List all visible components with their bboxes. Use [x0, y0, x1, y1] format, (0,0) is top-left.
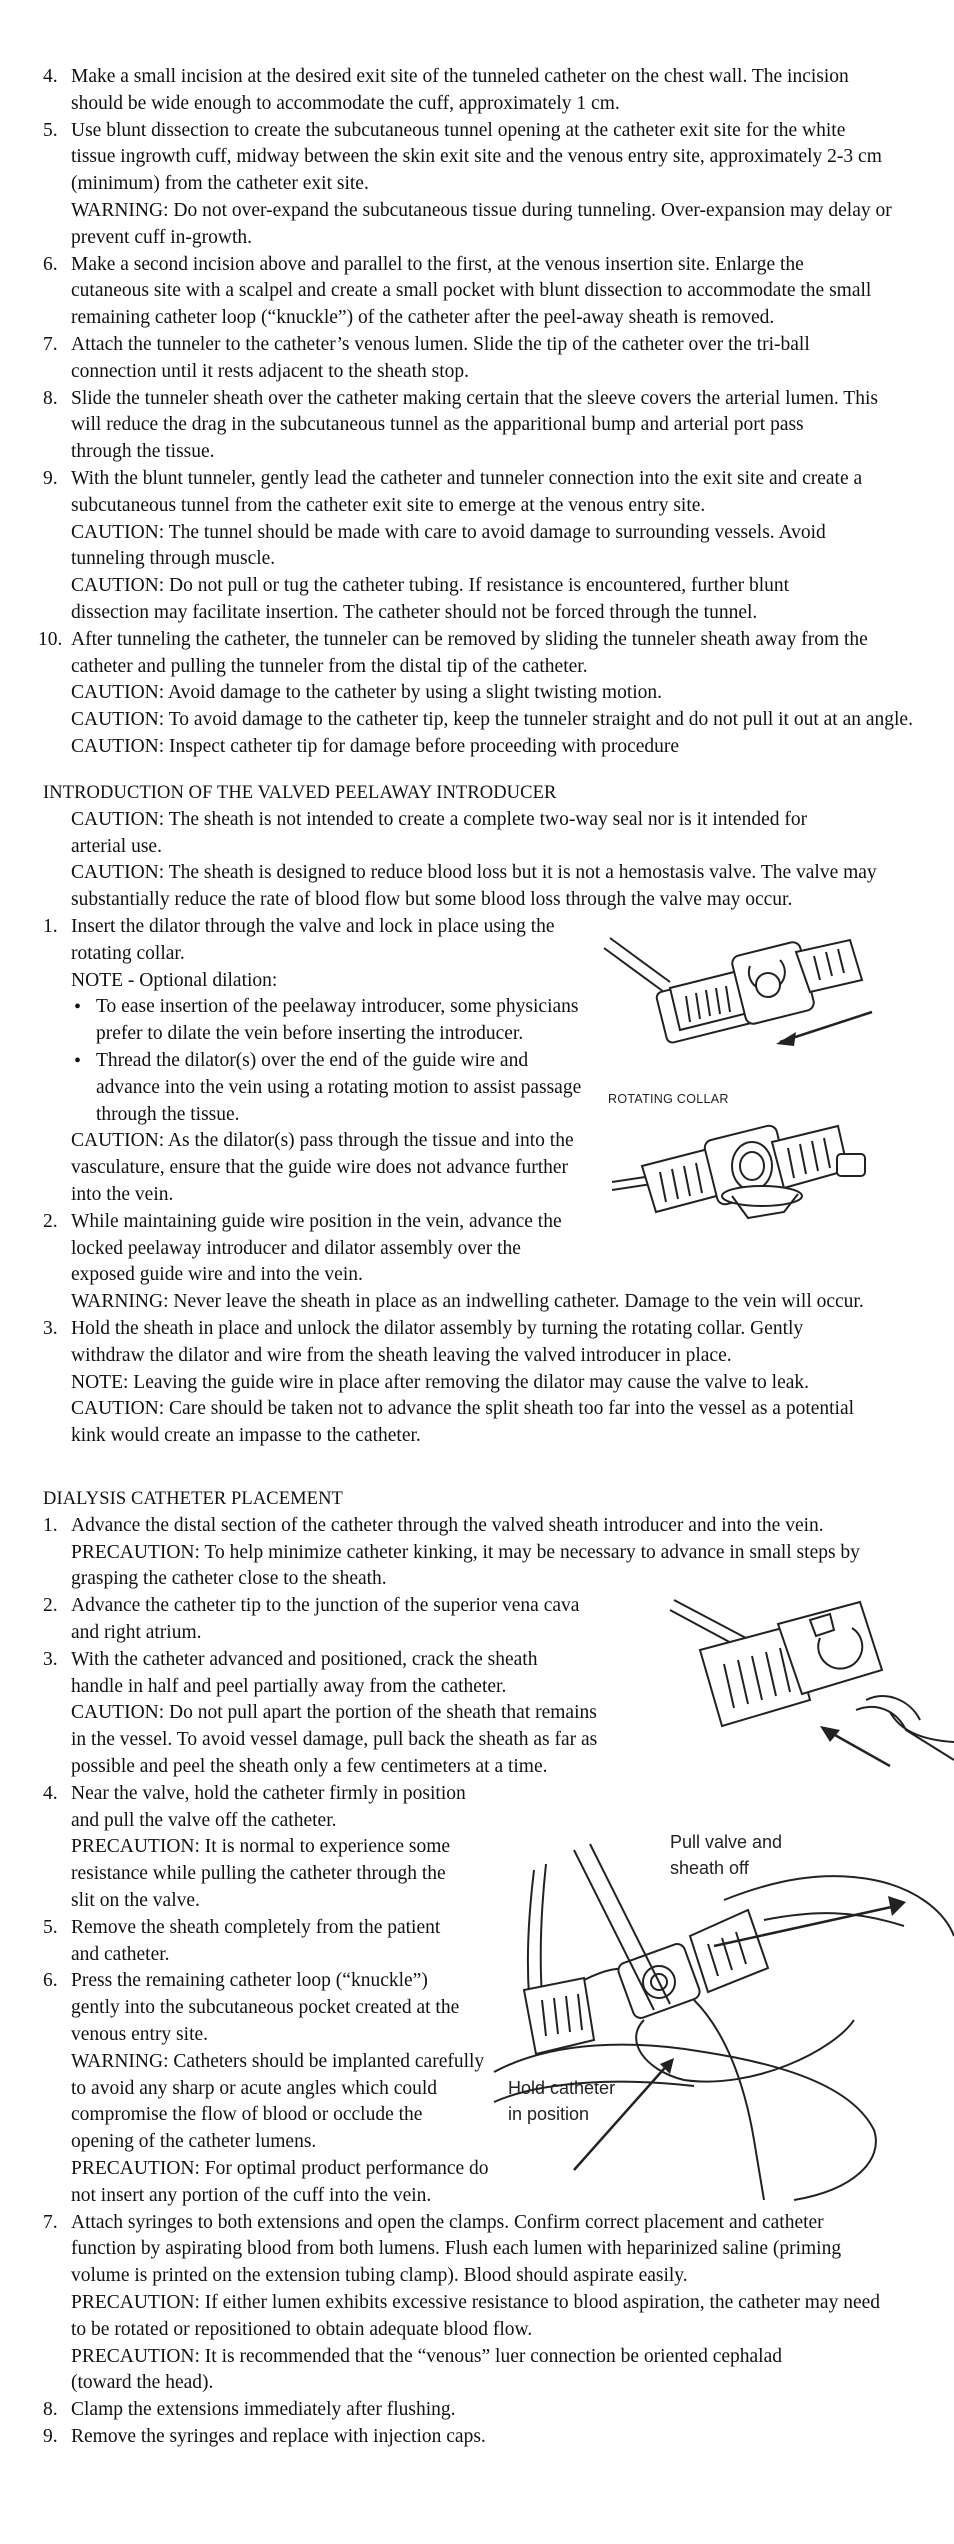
placement-step-line: PRECAUTION: It is normal to experience some — [71, 1836, 451, 1858]
placement-step-line: possible and peel the sheath only a few centimeters at a time. — [71, 1756, 548, 1777]
introducer-step-number: 3. — [43, 1318, 58, 1339]
placement-step-line: Attach syringes to both extensions and open the clamps. Confirm correct placement and catheter — [71, 2211, 824, 2233]
tunneling-step-number: 4. — [43, 66, 58, 87]
tunneling-step-line: subcutaneous tunnel from the catheter exit site to emerge at the venous entry site. — [71, 494, 706, 516]
pull-valve-label-2: sheath off — [670, 1858, 749, 1878]
tunneling-step-line: Make a small incision at the desired exit site of the tunneled catheter on the chest wall. The incision — [71, 66, 849, 87]
tunneling-step-line: tissue ingrowth cuff, midway between the skin exit site and the venous entry site, approximately 2-3 cm — [71, 146, 882, 168]
introducer-step-line: WARNING: Never leave the sheath in place as an indwelling catheter. Damage to the vein will occur. — [71, 1291, 864, 1313]
tunneling-step-line: CAUTION: The tunnel should be made with care to avoid damage to surrounding vessels. Avoid — [71, 521, 826, 543]
tunneling-step-line: (minimum) from the catheter exit site. — [71, 173, 369, 195]
placement-step-line: opening of the catheter lumens. — [71, 2131, 317, 2153]
tunneling-step-line: remaining catheter loop (“knuckle”) of the catheter after the peel-away sheath is removed. — [71, 307, 775, 329]
pull-valve-label-1: Pull valve and — [670, 1832, 783, 1852]
placement-step-number: 3. — [43, 1648, 58, 1670]
placement-step-line: and pull the valve off the catheter. — [71, 1809, 337, 1831]
placement-step-line: and catheter. — [71, 1943, 170, 1965]
placement-step-line: Remove the syringes and replace with injection caps. — [71, 2426, 486, 2447]
introducer-step-line: withdraw the dilator and wire from the sheath leaving the valved introducer in place. — [71, 1344, 732, 1366]
bullet-line: Thread the dilator(s) over the end of the guide wire and — [96, 1050, 529, 1071]
introducer-heading: INTRODUCTION OF THE VALVED PEELAWAY INTRODUCER — [43, 783, 557, 803]
placement-step-line: not insert any portion of the cuff into the vein. — [71, 2184, 432, 2206]
bullet-marker: • — [74, 1050, 82, 1072]
placement-heading: DIALYSIS CATHETER PLACEMENT — [43, 1489, 343, 1509]
placement-step-line: Remove the sheath completely from the patient — [71, 1916, 441, 1938]
tunneling-step-number: 10. — [38, 628, 63, 650]
introducer-step-line: kink would create an impasse to the catheter. — [71, 1425, 421, 1447]
tunneling-step-number: 5. — [43, 119, 58, 141]
tunneling-step-line: With the blunt tunneler, gently lead the catheter and tunneler connection into the exit site and create a — [71, 468, 863, 489]
tunneling-step-line: connection until it rests adjacent to the sheath stop. — [71, 360, 470, 382]
introducer-caution-line: vasculature, ensure that the guide wire does not advance further — [71, 1157, 569, 1179]
pull-valve-figure — [494, 1840, 954, 2200]
introducer-caution-line: CAUTION: The sheath is not intended to create a complete two-way seal nor is it intended for — [71, 808, 808, 830]
placement-step-line: in the vessel. To avoid vessel damage, pull back the sheath as far as — [71, 1729, 598, 1751]
placement-step-line: function by aspirating blood from both lumens. Flush each lumen with heparinized saline (priming — [71, 2238, 842, 2260]
placement-step-line: slit on the valve. — [71, 1890, 200, 1911]
tunneling-step-line: CAUTION: To avoid damage to the catheter tip, keep the tunneler straight and do not pull it out at an angle. — [71, 709, 913, 731]
placement-step-line: Near the valve, hold the catheter firmly in position — [71, 1782, 466, 1804]
introducer-step-line: Insert the dilator through the valve and lock in place using the — [71, 916, 555, 937]
placement-step-line: CAUTION: Do not pull apart the portion of the sheath that remains — [71, 1702, 597, 1724]
tunneling-step-number: 9. — [43, 468, 58, 489]
placement-step-line: Advance the catheter tip to the junction of the superior vena cava — [71, 1595, 580, 1617]
introducer-step-line: rotating collar. — [71, 942, 185, 964]
bullet-marker: • — [74, 996, 82, 1019]
introducer-caution-line: CAUTION: As the dilator(s) pass through the tissue and into the — [71, 1130, 574, 1152]
hold-catheter-label-1: Hold catheter — [508, 2078, 616, 2098]
introducer-step-number: 2. — [43, 1210, 58, 1232]
tunneling-step-line: Make a second incision above and parallel to the first, at the venous insertion site. Enlarge the — [71, 253, 804, 275]
placement-step-number: 9. — [43, 2426, 58, 2447]
tunneling-step-line: Slide the tunneler sheath over the catheter making certain that the sleeve covers the arterial lumen. This — [71, 387, 878, 409]
tunneling-step-line: cutaneous site with a scalpel and create a small pocket with blunt dissection to accommodate the small — [71, 280, 872, 302]
bullet-line: through the tissue. — [96, 1103, 240, 1125]
tunneling-step-number: 8. — [43, 387, 58, 409]
tunneling-step-line: catheter and pulling the tunneler from the distal tip of the catheter. — [71, 655, 588, 677]
placement-step-number: 1. — [43, 1514, 58, 1536]
tunneling-step-number: 7. — [43, 334, 58, 355]
introducer-step-line: NOTE - Optional dilation: — [71, 969, 278, 991]
introducer-step-line: locked peelaway introducer and dilator assembly over the — [71, 1237, 521, 1259]
introducer-caution-line: arterial use. — [71, 835, 162, 857]
tunneling-step-line: will reduce the drag in the subcutaneous tunnel as the apparitional bump and arterial port pass — [71, 414, 804, 436]
placement-step-line: Clamp the extensions immediately after flushing. — [71, 2399, 456, 2421]
placement-step-line: PRECAUTION: If either lumen exhibits excessive resistance to blood aspiration, the catheter may need — [71, 2292, 881, 2313]
placement-step-number: 7. — [43, 2211, 58, 2233]
placement-step-line: venous entry site. — [71, 2024, 209, 2045]
placement-step-line: PRECAUTION: It is recommended that the “venous” luer connection be oriented cephalad — [71, 2345, 782, 2367]
crack-sheath-figure — [670, 1590, 954, 1780]
tunneling-step-line: prevent cuff in-growth. — [71, 226, 253, 248]
tunneling-step-line: should be wide enough to accommodate the cuff, approximately 1 cm. — [71, 92, 620, 114]
placement-step-line: compromise the flow of blood or occlude the — [71, 2104, 423, 2126]
placement-step-line: With the catheter advanced and positioned, crack the sheath — [71, 1648, 538, 1670]
placement-step-line: volume is printed on the extension tubing clamp). Blood should aspirate easily. — [71, 2265, 688, 2287]
placement-step-number: 6. — [43, 1970, 58, 1992]
introducer-step-line: While maintaining guide wire position in the vein, advance the — [71, 1210, 562, 1232]
placement-step-line: handle in half and peel partially away from the catheter. — [71, 1675, 507, 1697]
placement-step-line: gently into the subcutaneous pocket created at the — [71, 1997, 460, 2019]
tunneling-step-line: WARNING: Do not over-expand the subcutaneous tissue during tunneling. Over-expansion may delay or — [71, 200, 892, 221]
bullet-line: prefer to dilate the vein before inserting the introducer. — [96, 1023, 524, 1045]
tunneling-step-line: dissection may facilitate insertion. The catheter should not be forced through the tunnel. — [71, 602, 758, 623]
tunneling-step-line: tunneling through muscle. — [71, 548, 276, 570]
tunneling-step-line: CAUTION: Do not pull or tug the catheter tubing. If resistance is encountered, further blunt — [71, 575, 790, 597]
bullet-line: To ease insertion of the peelaway introducer, some physicians — [96, 996, 579, 1018]
introducer-step-line: exposed guide wire and into the vein. — [71, 1264, 363, 1286]
placement-step-line: WARNING: Catheters should be implanted carefully — [71, 2050, 485, 2072]
introducer-caution-line: into the vein. — [71, 1184, 174, 1205]
rotating-collar-label: ROTATING COLLAR — [608, 1092, 729, 1106]
placement-step-line: (toward the head). — [71, 2372, 214, 2394]
placement-step-line: and right atrium. — [71, 1622, 202, 1643]
tunneling-step-number: 6. — [43, 253, 58, 275]
placement-step-number: 4. — [43, 1782, 58, 1804]
tunneling-step-line: CAUTION: Inspect catheter tip for damage before proceeding with procedure — [71, 736, 680, 757]
placement-step-line: Press the remaining catheter loop (“knuckle”) — [71, 1970, 428, 1992]
introducer-caution-line: CAUTION: The sheath is designed to reduce blood loss but it is not a hemostasis valve. The valve may — [71, 862, 877, 884]
hold-catheter-label-2: in position — [508, 2104, 590, 2124]
placement-step-line: to avoid any sharp or acute angles which could — [71, 2077, 438, 2099]
placement-step-number: 2. — [43, 1595, 58, 1617]
placement-step-number: 8. — [43, 2399, 58, 2421]
placement-step-line: to be rotated or repositioned to obtain adequate blood flow. — [71, 2318, 533, 2340]
placement-step-line: Advance the distal section of the catheter through the valved sheath introducer and into the vein. — [71, 1514, 824, 1536]
introducer-step-line: Hold the sheath in place and unlock the dilator assembly by turning the rotating collar. Gently — [71, 1318, 804, 1339]
introducer-step-number: 1. — [43, 916, 58, 937]
tunneling-step-line: CAUTION: Avoid damage to the catheter by using a slight twisting motion. — [71, 682, 663, 704]
placement-step-line: resistance while pulling the catheter through the — [71, 1863, 446, 1885]
introducer-step-line: CAUTION: Care should be taken not to advance the split sheath too far into the vessel as a potential — [71, 1398, 855, 1420]
placement-step-number: 5. — [43, 1916, 58, 1938]
bullet-line: advance into the vein using a rotating motion to assist passage — [96, 1076, 582, 1098]
introducer-step-line: NOTE: Leaving the guide wire in place after removing the dilator may cause the valve to leak. — [71, 1371, 810, 1393]
tunneling-step-line: Attach the tunneler to the catheter’s venous lumen. Slide the tip of the catheter over the tri-ball — [71, 334, 810, 355]
placement-step-line: PRECAUTION: To help minimize catheter kinking, it may be necessary to advance in small steps by — [71, 1541, 860, 1563]
placement-step-line: PRECAUTION: For optimal product performance do — [71, 2158, 489, 2179]
tunneling-step-line: Use blunt dissection to create the subcutaneous tunnel opening at the catheter exit site for the white — [71, 119, 846, 141]
placement-step-line: grasping the catheter close to the sheath. — [71, 1568, 387, 1590]
dilator-insertion-figure — [600, 930, 900, 1080]
rotating-collar-figure — [612, 1108, 882, 1228]
tunneling-step-line: After tunneling the catheter, the tunneler can be removed by sliding the tunneler sheath away from the — [71, 628, 868, 650]
introducer-caution-line: substantially reduce the rate of blood flow but some blood loss through the valve may occur. — [71, 889, 793, 911]
tunneling-step-line: through the tissue. — [71, 441, 215, 463]
